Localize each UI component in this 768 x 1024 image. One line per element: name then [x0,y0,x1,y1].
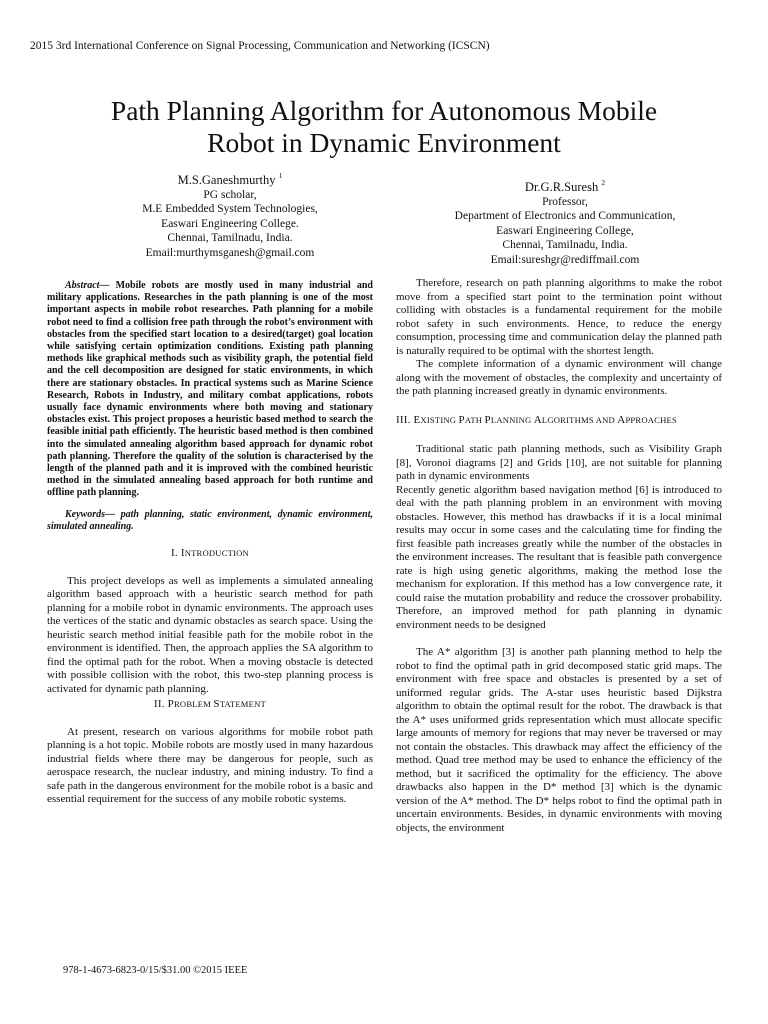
author-block-2 [410,176,720,267]
author-email: Email:sureshgr@rediffmail.com [490,253,640,266]
paper-title [0,95,768,159]
abstract [47,280,373,500]
author-dept: M.E Embedded System Technologies, [142,203,318,215]
abstract-lead: Abstract— [65,280,110,291]
title-line-2: Robot in Dynamic Environment [207,127,561,158]
author-role: Professor, [542,195,588,208]
author-email: Email:murthymsganesh@gmail.com [145,246,315,259]
author-name: M.S.Ganeshmurthy $^1$ [177,171,283,187]
author-location: Chennai, Tamilnadu, India. [167,232,293,244]
author-college: Easwari Engineering College, [496,224,634,237]
abstract-text: Mobile robots are mostly used in many industrial and military applications. Researches in the path planning is one of the most important aspects in mobile robot researches. Path planning for a mobile robot need to find a collision free path through the robot’s environment with obstacles from the specified start location to a desired(target) goal location while satisfying certain optimization conditions. Existing path planning methods like graphical methods such as visibility graph, the potential field and the cell decomposition are designed for static environments, in which there are stationary obstacles. In practical systems such as Marine Science Research, Robots in Industry, and military combat applications, robots usually face dynamic environments where both moving and stationary obstacles exist. This project proposes a heuristic based method to search the feasible initial path efficiently. The heuristic based method is then combined into the simulated annealing algorithm based approach for dynamic robot path planning. Therefore the quality of the solution is characterised by the length of the planned path and it is improved with the combined heuristic method in the simulated annealing based approach for both runtime and offline path planning. [47,280,373,499]
section-heading-existing: III. EXISTING PATH PLANNING ALGORITHMS AND APPROACHES [396,413,677,426]
author-location: Chennai, Tamilnadu, India. [502,239,628,251]
title-line-1: Path Planning Algorithm for Autonomous Mobile [110,95,658,126]
right-paragraph-2: The complete information of a dynamic environment will change along with the movement of obstacles, the complexity and uncertainty of the path planning increased greatly in dynamic environments. [396,358,722,397]
existing-paragraph-2: Recently genetic algorithm based navigation method [6] is introduced to deal with the path planning problem in an environment with moving obstacles. However, this method has drawbacks if it is a local minimal results may occur in some cases and the calculating time for finding the first feasible path increases greatly while the number of the obstacles in the environment increases. The resultant that is feasible path convergence rate is high using genetic algorithms, making the method lose the mechanism for exploration. If this method has a low convergence rate, it could raise the mutation probability and reduce the crossover probability. Therefore, an improved method for path planning in dynamic environment needs to be designed [396,483,722,631]
conference-header: 2015 3rd International Conference on Signal Processing, Communication and Networking (ICSCN) [30,40,490,52]
keywords: Keywords— path planning, static environment, dynamic environment, simulated annealing. [47,508,373,532]
right-column [396,277,722,835]
existing-paragraph-3: The A* algorithm [3] is another path planning method to help the robot to find the optimal path in grid decomposed static grid maps. The environment with free space and obstacles is presented by a set of uniformed regular grids. The A-star uses heuristic based Dijkstra algorithm to obtain the optimal result for the robot. The drawback is that the A* uses uniformed grids representation which must allocate specific large amounts of memory for regions that may never be traversed or may not contain the obstacles. This drawback may affect the efficiency of the method. Quad tree method may be used to enhance the efficiency of the method, but it sacrificed the optimality for the efficiency. The above drawbacks also happen in the D* method [3] which is the dynamic version of the A* method. The D* helps robot to find the optimal path in uncertain environments. Besides, in dynamic environments with moving objects, the environment [396,646,722,834]
section-heading-problem-statement: II. PROBLEM STATEMENT [154,698,266,711]
author-role: PG scholar, [203,188,257,201]
existing-paragraph-1: Traditional static path planning methods, such as Visibility Graph [8], Voronoi diagrams [2] and Grids [10], are not suitable for planning path in dynamic environments [396,443,722,482]
author-dept: Department of Electronics and Communication, [454,210,676,222]
section-heading-introduction: I. INTRODUCTION [171,547,249,560]
problem-paragraph: At present, research on various algorithms for mobile robot path planning is a hot topic. Mobile robots are mostly used in many hazardous industrial fields where there may be dangerous for people, such as aerospace research, the nuclear industry, and mining industry. To find a safe path in the dangerous environment for the mobile robot is a basic and essential requirement for the success of any mobile robotic systems. [47,725,373,806]
author-college: Easwari Engineering College. [161,217,299,230]
author-block-1 [80,169,380,260]
left-column [47,280,373,807]
footer-isbn: 978-1-4673-6823-0/15/$31.00 ©2015 IEEE [63,965,248,976]
author-name: Dr.G.R.Suresh $^2$ [524,178,606,194]
intro-paragraph: This project develops as well as implements a simulated annealing algorithm based approach with a heuristic search method for path planning for a mobile robot in dynamic environments. The approach uses the vertices of the static and dynamic obstacles as search space. Using the heuristic search method initial feasible path for the mobile robot in the environment is identified. Then, the approach applies the SA algorithm to find the optimal path for the robot. When a moving obstacle is detected with possible collision with the robot, this two-step planning process is activated for dynamic path planning. [47,574,373,695]
right-paragraph-1: Therefore, research on path planning algorithms to make the robot move from a specified start point to the termination point without colliding with obstacles is a fundamental requirement for the mobile robot safety in such environments. Hence, to reduce the energy consumption, processing time and communication delay the planned path is naturally required to be optimal with the shortest length. [396,277,722,357]
